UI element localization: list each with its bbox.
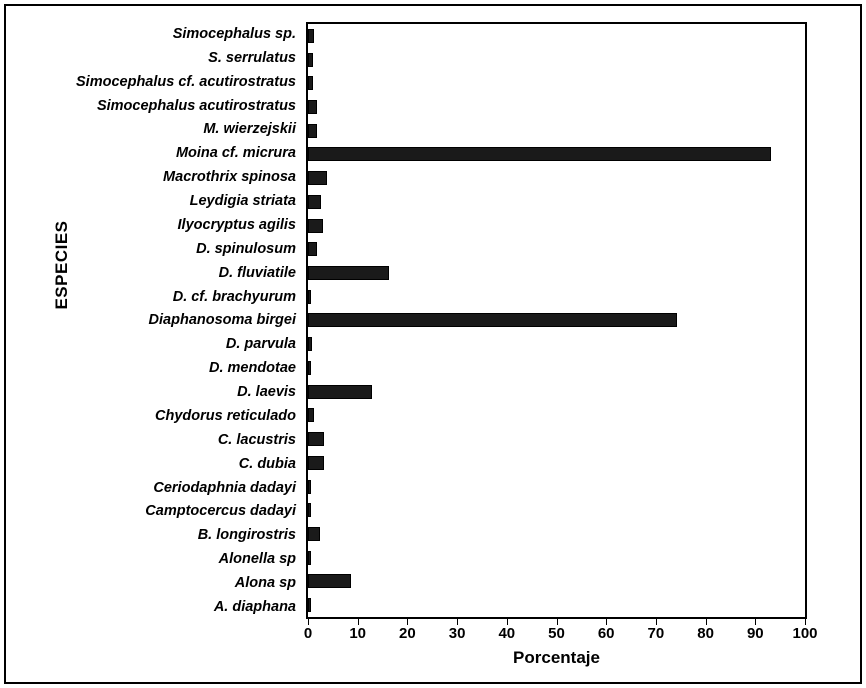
bar-row bbox=[308, 166, 805, 190]
x-tick-label: 90 bbox=[746, 625, 764, 642]
bar-row bbox=[308, 380, 805, 404]
bar-row bbox=[308, 451, 805, 475]
bar bbox=[308, 385, 372, 399]
bar-row bbox=[308, 522, 805, 546]
category-label: B. longirostris bbox=[197, 527, 296, 544]
x-tick-label: 80 bbox=[697, 625, 714, 642]
x-tick-label: 20 bbox=[399, 625, 416, 642]
x-tick-label: 10 bbox=[349, 625, 367, 642]
bar bbox=[308, 527, 320, 541]
bar-row bbox=[308, 95, 805, 119]
category-label: M. wierzejskii bbox=[203, 121, 296, 138]
x-tick-label: 70 bbox=[647, 625, 665, 642]
category-label: Moina cf. micrura bbox=[175, 145, 296, 162]
bar-row bbox=[308, 285, 805, 309]
category-label: Ceriodaphnia dadayi bbox=[153, 479, 296, 496]
bar bbox=[308, 574, 351, 588]
bar bbox=[308, 147, 771, 161]
bar-row bbox=[308, 190, 805, 214]
bar-row bbox=[308, 214, 805, 238]
bar-row bbox=[308, 143, 805, 167]
bar-row bbox=[308, 71, 805, 95]
category-label: Alona sp bbox=[234, 575, 296, 592]
category-label: D. spinulosum bbox=[196, 240, 296, 257]
x-tick-label: 40 bbox=[498, 625, 516, 642]
category-label: C. lacustris bbox=[217, 431, 296, 448]
category-label: D. laevis bbox=[237, 384, 296, 401]
category-label: D. parvula bbox=[225, 336, 296, 353]
category-label: Macrothrix spinosa bbox=[163, 169, 296, 186]
bar bbox=[308, 53, 313, 67]
x-tick-label: 100 bbox=[792, 625, 818, 642]
bar bbox=[308, 76, 313, 90]
bar-row bbox=[308, 475, 805, 499]
bar-row bbox=[308, 309, 805, 333]
bar bbox=[308, 503, 311, 517]
category-label: Alonella sp bbox=[218, 551, 296, 568]
bar bbox=[308, 242, 317, 256]
bar-row bbox=[308, 404, 805, 428]
category-label: Camptocercus dadayi bbox=[145, 503, 296, 520]
category-label: Simocephalus sp. bbox=[172, 25, 296, 42]
x-tick-label: 30 bbox=[448, 625, 466, 642]
bar bbox=[308, 432, 324, 446]
bar bbox=[308, 551, 311, 565]
bar-row bbox=[308, 48, 805, 72]
bar-row bbox=[308, 332, 805, 356]
bar-row bbox=[308, 24, 805, 48]
x-tick-label: 50 bbox=[548, 625, 565, 642]
bars-container bbox=[308, 24, 805, 617]
bar bbox=[308, 313, 677, 327]
bar-row bbox=[308, 119, 805, 143]
bar-row bbox=[308, 570, 805, 594]
bar-row bbox=[308, 261, 805, 285]
bar bbox=[308, 124, 317, 138]
bar bbox=[308, 408, 314, 422]
bar bbox=[308, 480, 311, 494]
bar-row bbox=[308, 546, 805, 570]
bar bbox=[308, 266, 389, 280]
category-label: D. fluviatile bbox=[218, 264, 296, 281]
x-axis-title: Porcentaje bbox=[513, 648, 600, 667]
category-labels bbox=[60, 22, 302, 619]
category-label: S. serrulatus bbox=[208, 49, 296, 66]
bar bbox=[308, 456, 324, 470]
bar-row bbox=[308, 427, 805, 451]
bar-row bbox=[308, 593, 805, 617]
bar bbox=[308, 337, 312, 351]
category-label: A. diaphana bbox=[213, 598, 296, 615]
bar bbox=[308, 361, 311, 375]
category-label: Leydigia striata bbox=[189, 193, 296, 210]
bar bbox=[308, 100, 317, 114]
category-label: Simocephalus acutirostratus bbox=[96, 97, 296, 114]
category-label: Simocephalus cf. acutirostratus bbox=[76, 73, 296, 90]
bar bbox=[308, 195, 321, 209]
category-label: Chydorus reticulado bbox=[155, 407, 296, 424]
category-label: D. cf. brachyurum bbox=[172, 288, 296, 305]
bar bbox=[308, 29, 314, 43]
x-tick-label: 0 bbox=[303, 625, 313, 642]
bar bbox=[308, 598, 311, 612]
x-tick-label: 60 bbox=[597, 625, 615, 642]
category-label: Ilyocryptus agilis bbox=[177, 216, 296, 233]
x-axis bbox=[303, 619, 818, 645]
category-label: D. mendotae bbox=[208, 360, 296, 377]
bar-row bbox=[308, 356, 805, 380]
y-axis-title: ESPECIES bbox=[52, 220, 71, 310]
category-label: Diaphanosoma birgei bbox=[148, 312, 296, 329]
bar bbox=[308, 171, 327, 185]
bar-row bbox=[308, 237, 805, 261]
bar bbox=[308, 290, 311, 304]
bar-row bbox=[308, 498, 805, 522]
category-label: C. dubia bbox=[238, 455, 296, 472]
bar bbox=[308, 219, 323, 233]
